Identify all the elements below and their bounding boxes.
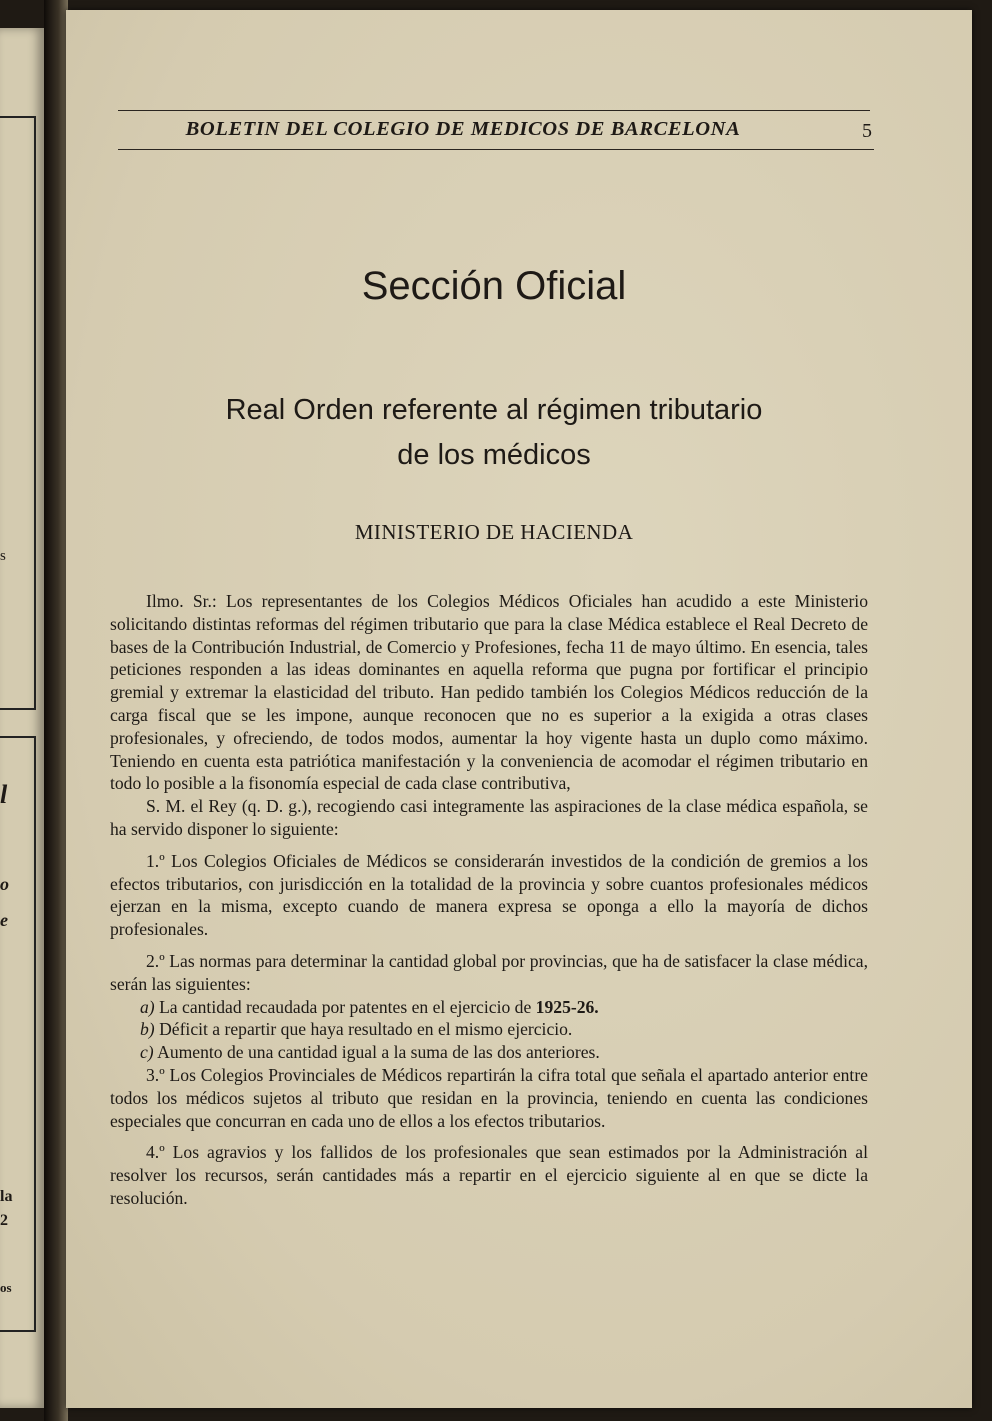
previous-page-frame-top <box>0 116 36 710</box>
article-2-item-a <box>110 996 868 1019</box>
previous-page-fragment: la <box>0 1188 13 1205</box>
intro-paragraph: Ilmo. Sr.: Los representantes de los Colegios Médicos Oficiales han acudido a este Ministerio solicitando distintas reformas del régimen tributario que para la clase Médica establece el Real Decreto de bases de la Contribución Industrial, de Comercio y Profesiones, fecha 11 de mayo último. En esencia, tales peticiones responden a las ideas dominantes en aquella reforma que pugna por fortificar el principio gremial y extremar la elasticidad del tributo. Han pedido también los Colegios Médicos reducción de la carga fiscal que se les impone, aunque reconocen que no es superior a la exigida a otras clases profesionales, y ofreciendo, de todos modos, aumentar la hoy vigente hasta un duplo como máximo. Teniendo en cuenta esta patriótica manifestación y la conveniencia de acomodar el régimen tributario en todo lo posible a la fisonomía especial de cada clase contributiva, <box>110 591 868 794</box>
book-spine-shadow <box>44 0 68 1421</box>
ministry-heading: MINISTERIO DE HACIENDA <box>354 520 634 544</box>
item-letter: b) <box>140 1019 155 1040</box>
header-rule-bottom <box>118 149 874 150</box>
article-1-paragraph: 1.º Los Colegios Oficiales de Médicos se considerarán investidos de la condición de gremios a los efectos tributarios, con jurisdicción en la totalidad de la provincia y sobre cuantos profesionales médicos ejerzan en la misma, excepto cuando de manera expresa se oponga a ello la mayoría de dichos profesionales. <box>110 850 868 940</box>
resolution-paragraph: S. M. el Rey (q. D. g.), recogiendo casi integramente las aspiraciones de la clase médica española, se ha servido disponer lo siguiente: <box>110 796 868 839</box>
previous-page-fragment: 2 <box>0 1212 8 1229</box>
item-text: Aumento de una cantidad igual a la suma de las dos anteriores. <box>157 1042 600 1063</box>
article-3-paragraph: 3.º Los Colegios Provinciales de Médicos repartirán la cifra total que señala el apartado anterior entre todos los médicos sujetos al tributo que residan en la provincia, teniendo en cuenta las condiciones especiales que concurran en cada uno de ellos a los efectos tributarios. <box>110 1064 868 1131</box>
previous-page-frame-bottom <box>0 736 36 1332</box>
previous-page-fragment: o <box>0 874 9 894</box>
article-title-line: de los médicos <box>397 439 591 471</box>
section-title: Sección Oficial <box>361 264 627 308</box>
item-letter: c) <box>140 1042 154 1063</box>
previous-page-fragment: s <box>0 548 6 564</box>
previous-page-fragment: os <box>0 1280 12 1295</box>
item-year: 1925-26. <box>535 996 599 1017</box>
article-2-item-b <box>110 1018 868 1041</box>
article-2-paragraph: 2.º Las normas para determinar la cantidad global por provincias, que ha de satisfacer la clase médica, serán las siguientes: <box>110 950 868 994</box>
article-2-item-c <box>110 1041 868 1064</box>
running-head: BOLETIN DEL COLEGIO DE MEDICOS DE BARCELONA <box>185 118 741 140</box>
previous-page-fragment: e <box>0 910 8 930</box>
article-4-paragraph: 4.º Los agravios y los fallidos de los profesionales que sean estimados por la Administración al resolver los recursos, serán cantidades más a repartir en el ejercicio siguiente al en que se dicte la resolución. <box>110 1142 868 1208</box>
previous-page-fragment: l <box>0 780 8 809</box>
article-title <box>118 388 870 478</box>
item-text: La cantidad recaudada por patentes en el ejercicio de <box>159 996 532 1017</box>
article-body <box>110 590 868 1210</box>
previous-page-edge <box>0 28 44 1408</box>
item-text: Déficit a repartir que haya resultado en el mismo ejercicio. <box>159 1019 573 1040</box>
item-letter: a) <box>140 996 155 1017</box>
article-title-line: Real Orden referente al régimen tributario <box>225 394 763 426</box>
page-number: 5 <box>862 120 872 142</box>
header-rule-top <box>118 110 870 111</box>
